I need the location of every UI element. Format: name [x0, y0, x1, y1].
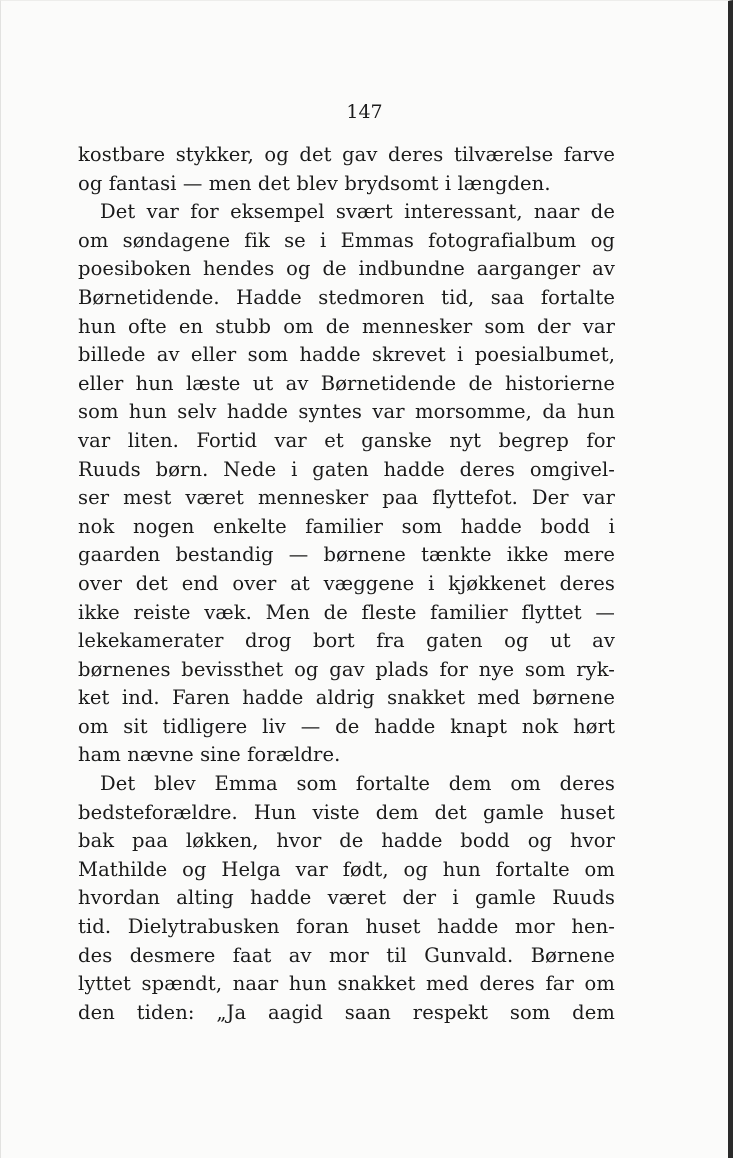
text-line: om søndagene fik se i Emmas fotografialbum og	[78, 228, 615, 252]
text-line: ket ind. Faren hadde aldrig snakket med børnene	[78, 686, 615, 710]
text-line: lyttet spændt, naar hun snakket med deres far om	[78, 972, 615, 996]
text-line: om sit tidligere liv — de hadde knapt nok hørt	[78, 714, 615, 738]
text-line: den tiden: „Ja aagid saan respekt som dem	[78, 1000, 615, 1024]
text-line: Børnetidende. Hadde stedmoren tid, saa fortalte	[78, 285, 615, 309]
text-line: ser mest været mennesker paa flyttefot. Der var	[78, 486, 615, 510]
text-line: som hun selv hadde syntes var morsomme, da hun	[78, 400, 615, 424]
text-line: hvordan alting hadde været der i gamle Ruuds	[78, 886, 615, 910]
text-line: lekekamerater drog bort fra gaten og ut av	[78, 629, 615, 653]
page-number: 147	[346, 101, 383, 123]
text-line: over det end over at væggene i kjøkkenet deres	[78, 571, 615, 595]
text-line: nok nogen enkelte familier som hadde bodd i	[78, 514, 615, 538]
text-line: Det blev Emma som fortalte dem om deres	[100, 772, 615, 796]
body-text	[78, 141, 615, 1027]
text-line: Det var for eksempel svært interessant, naar de	[100, 200, 615, 224]
text-line: des desmere faat av mor til Gunvald. Børnene	[78, 943, 615, 967]
text-line: Mathilde og Helga var født, og hun fortalte om	[78, 857, 615, 881]
text-line: bak paa løkken, hvor de hadde bodd og hvor	[78, 829, 615, 853]
text-line: billede av eller som hadde skrevet i poesialbumet,	[78, 343, 615, 367]
text-line: hun ofte en stubb om de mennesker som der var	[78, 314, 615, 338]
text-line: ham nævne sine forældre.	[78, 743, 341, 767]
text-line: børnenes bevissthet og gav plads for nye som ryk-	[78, 657, 615, 681]
text-line: og fantasi — men det blev brydsomt i længden.	[78, 171, 551, 195]
text-line: bedsteforældre. Hun viste dem det gamle huset	[78, 800, 615, 824]
text-line: var liten. Fortid var et ganske nyt begrep for	[78, 428, 615, 452]
text-line: kostbare stykker, og det gav deres tilværelse farve	[78, 143, 615, 166]
text-line: tid. Dielytrabusken foran huset hadde mor hen-	[78, 915, 615, 939]
text-line: gaarden bestandig — børnene tænkte ikke mere	[78, 543, 615, 567]
text-line: Ruuds børn. Nede i gaten hadde deres omgivel-	[78, 457, 615, 481]
text-line: poesiboken hendes og de indbundne aarganger av	[78, 257, 615, 281]
text-line: eller hun læste ut av Børnetidende de historierne	[78, 371, 615, 395]
text-line: ikke reiste væk. Men de fleste familier flyttet —	[78, 600, 615, 624]
